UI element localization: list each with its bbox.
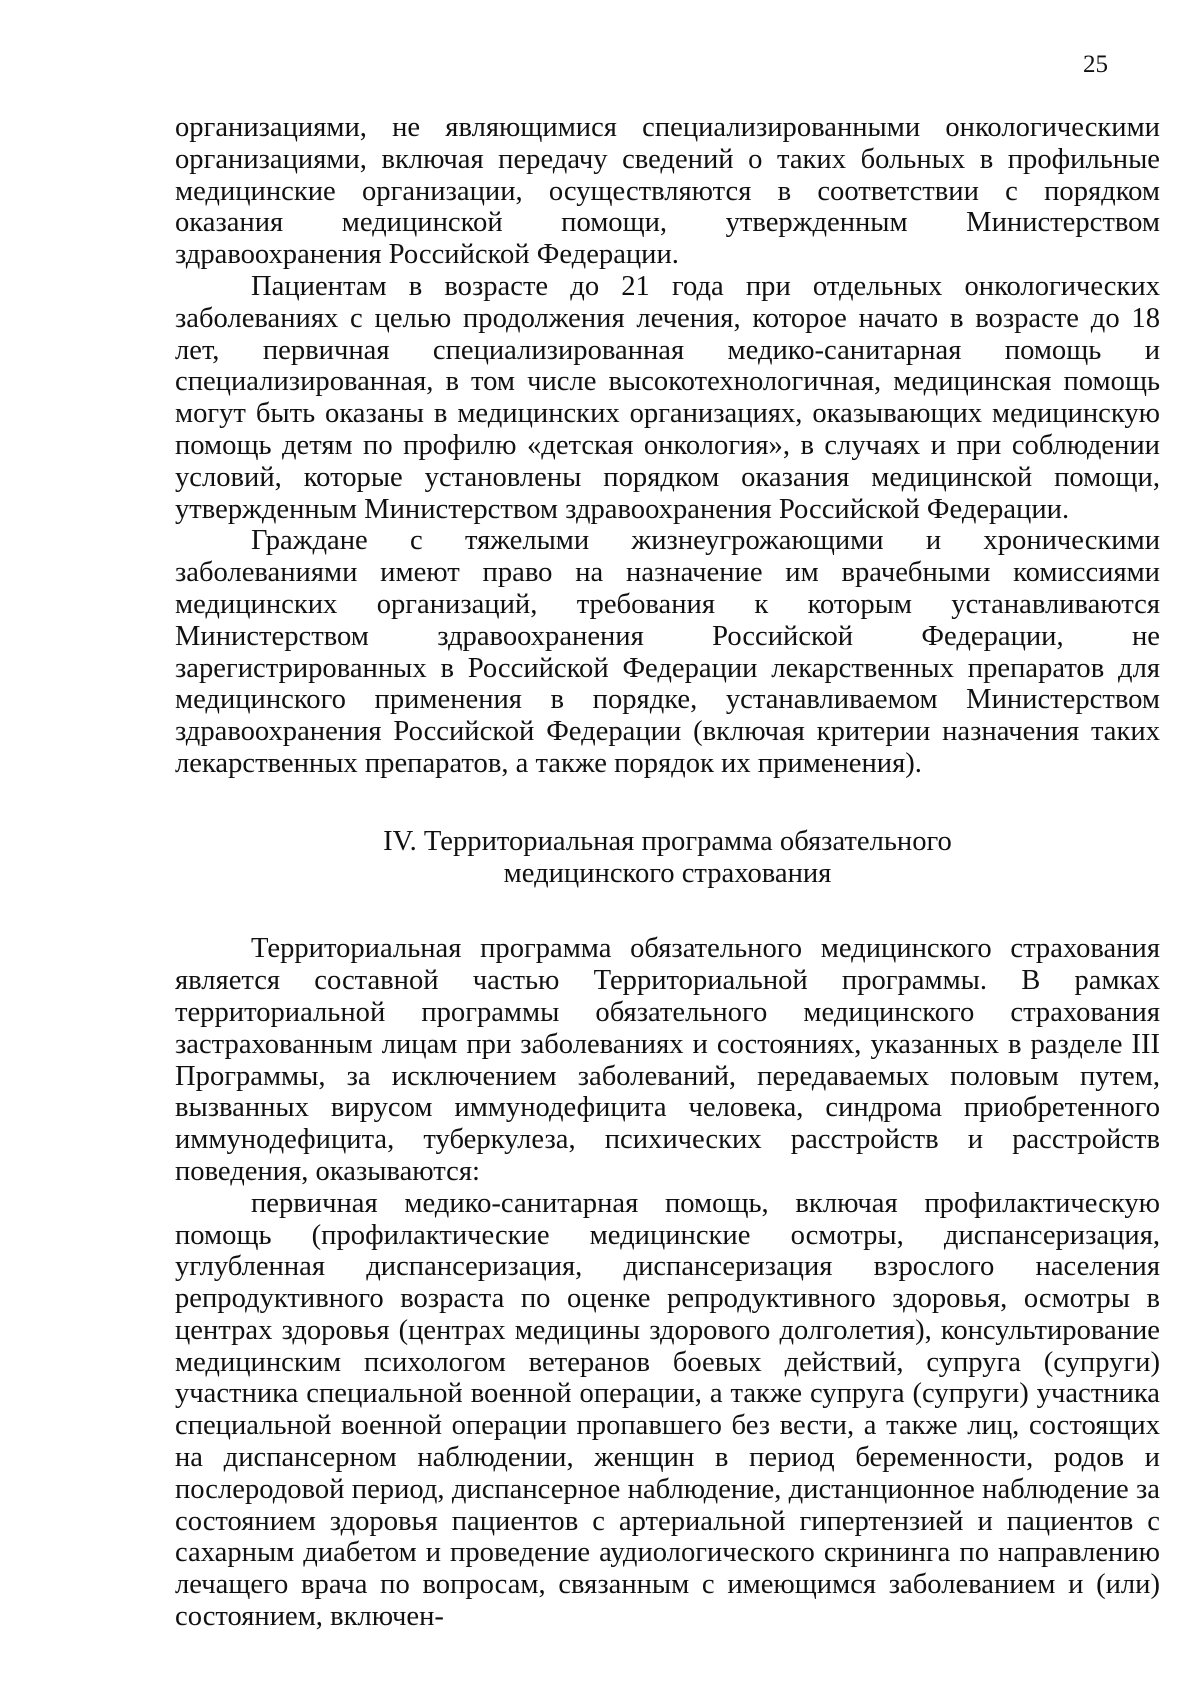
page-number: 25 <box>1083 51 1108 78</box>
paragraph: первичная медико-санитарная помощь, включая профилактическую помощь (профилактические медицинские осмотры, диспансеризация, углубленная диспансеризация, диспансеризация взрослого населения репродуктивного возраста по оценке репродуктивного здоровья, осмотры в центрах здоровья (центрах медицины здорового долголетия), консультирование медицинским психологом ветеранов боевых действий, супруга (супруги) участника специальной военной операции, а также супруга (супруги) участника специальной военной операции пропавшего без вести, а также лиц, состоящих на диспансерном наблюдении, женщин в период беременности, родов и послеродовой период, диспансерное наблюдение, дистанционное наблюдение за состоянием здоровья пациентов с артериальной гипертензией и пациентов с сахарным диабетом и проведение аудиологического скрининга по направлению лечащего врача по вопросам, связанным с имеющимся заболеванием и (или) состоянием, включен- <box>175 1187 1160 1633</box>
paragraph: Пациентам в возрасте до 21 года при отдельных онкологических заболеваниях с целью продолжения лечения, которое начато в возрасте до 18 лет, первичная специализированная медико-санитарная помощь и специализированная, в том числе высокотехнологичная, медицинская помощь могут быть оказаны в медицинских организациях, оказывающих медицинскую помощь детям по профилю «детская онкология», в случаях и при соблюдении условий, которые установлены порядком оказания медицинской помощи, утвержденным Министерством здравоохранения Российской Федерации. <box>175 270 1160 525</box>
document-body <box>175 112 1160 1633</box>
section-heading <box>175 826 1160 890</box>
paragraph: Территориальная программа обязательного медицинского страхования является составной частью Территориальной программы. В рамках территориальной программы обязательного медицинского страхования застрахованным лицам при заболеваниях и состояниях, указанных в разделе III Программы, за исключением заболеваний, передаваемых половым путем, вызванных вирусом иммунодефицита человека, синдрома приобретенного иммунодефицита, туберкулеза, психических расстройств и расстройств поведения, оказываются: <box>175 933 1160 1187</box>
section-heading-line: IV. Территориальная программа обязательного <box>383 825 952 857</box>
paragraph: организациями, не являющимися специализированными онкологическими организациями, включая передачу сведений о таких больных в профильные медицинские организации, осуществляются в соответствии с порядком оказания медицинской помощи, утвержденным Министерством здравоохранения Российской Федерации. <box>175 112 1160 271</box>
section-heading-line: медицинского страхования <box>503 857 832 889</box>
paragraph: Граждане с тяжелыми жизнеугрожающими и хроническими заболеваниями имеют право на назначение им врачебными комиссиями медицинских организаций, требования к которым устанавливаются Министерством здравоохранения Российской Федерации, не зарегистрированных в Российской Федерации лекарственных препаратов для медицинского применения в порядке, устанавливаемом Министерством здравоохранения Российской Федерации (включая критерии назначения таких лекарственных препаратов, а также порядок их применения). <box>175 525 1160 779</box>
